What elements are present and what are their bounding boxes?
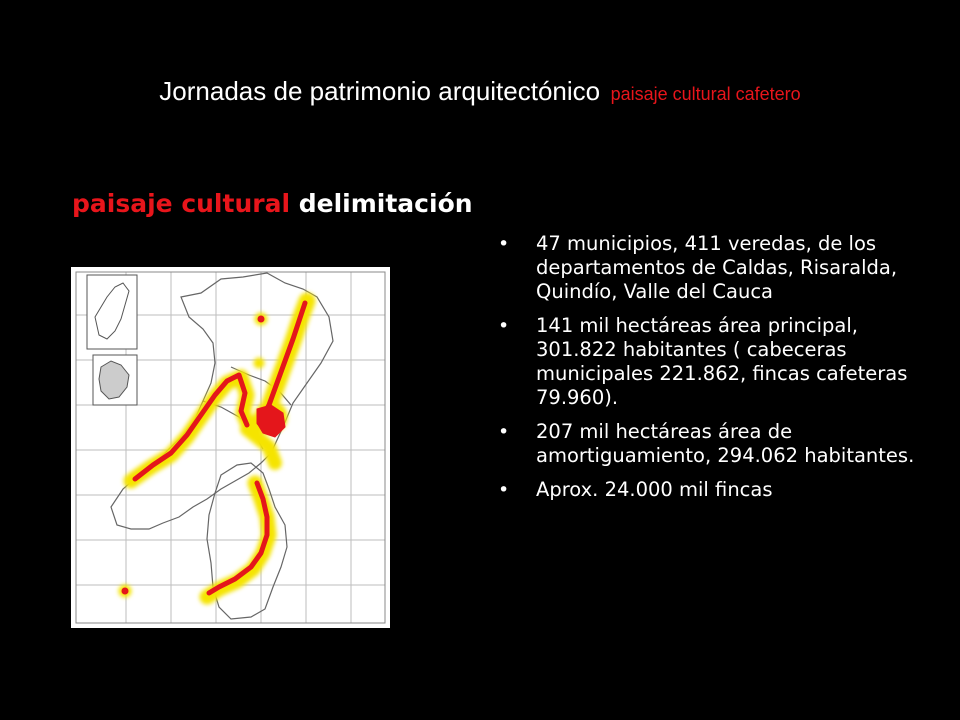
- section-heading: [72, 189, 473, 218]
- bullet-text: Aprox. 24.000 mil fincas: [536, 478, 773, 501]
- map-icon: [71, 267, 390, 628]
- bullet-dot-icon: •: [498, 479, 510, 501]
- delimitation-map: [71, 267, 390, 628]
- bullet-text: 47 municipios, 411 veredas, de los departamentos de Caldas, Risaralda, Quindío, Valle del Cauca: [536, 232, 898, 303]
- bullet-item: [498, 232, 918, 304]
- slide-title-main: Jornadas de patrimonio arquitectónico: [159, 76, 601, 106]
- bullet-dot-icon: •: [498, 233, 510, 255]
- section-heading-red: paisaje cultural: [72, 189, 291, 218]
- bullet-text: 141 mil hectáreas área principal, 301.822 habitantes ( cabeceras municipales 221.862, fincas cafeteras 79.960).: [536, 314, 908, 409]
- bullet-text: 207 mil hectáreas área de amortiguamiento, 294.062 habitantes.: [536, 420, 915, 467]
- slide-title-subtitle: paisaje cultural cafetero: [610, 84, 801, 104]
- map-inset: [87, 275, 137, 405]
- slide-title: [0, 76, 960, 107]
- bullet-list: [498, 232, 918, 512]
- bullet-item: [498, 420, 918, 468]
- bullet-item: [498, 478, 918, 502]
- section-heading-white: delimitación: [298, 189, 473, 218]
- bullet-dot-icon: •: [498, 315, 510, 337]
- bullet-item: [498, 314, 918, 410]
- bullet-dot-icon: •: [498, 421, 510, 443]
